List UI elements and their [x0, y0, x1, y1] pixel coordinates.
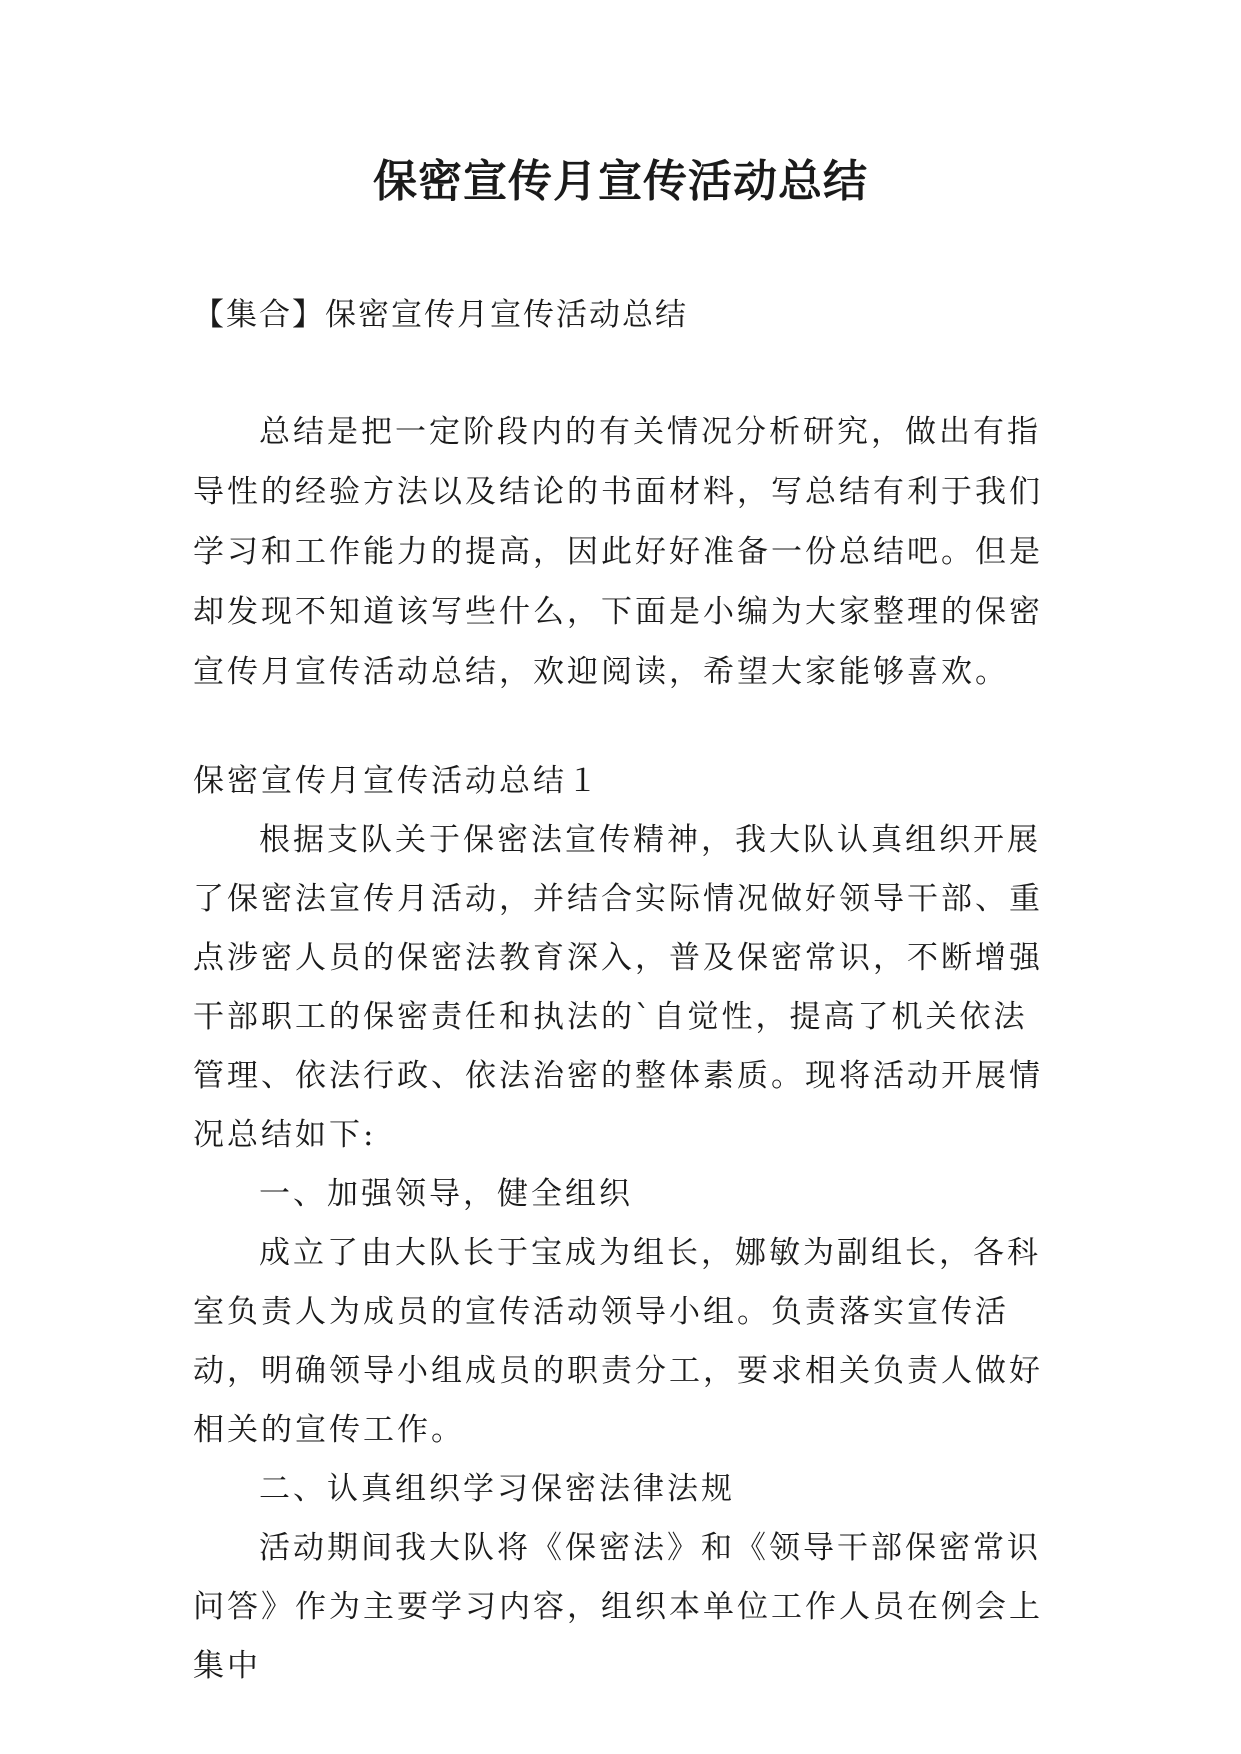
document-subtitle: 【集合】保密宣传月宣传活动总结 [193, 297, 688, 333]
body-paragraph: 成立了由大队长于宝成为组长，娜敏为副组长，各科室负责人为成员的宣传活动领导小组。负责落实宣传活动，明确领导小组成员的职责分工，要求相关负责人做好相关的宣传工作。 [193, 1235, 1043, 1448]
body-content [193, 752, 1050, 1696]
section-heading-two: 二、认真组织学习保密法律法规 [259, 1471, 735, 1507]
section-title: 保密宣传月宣传活动总结１ [193, 763, 601, 799]
section-heading-one: 一、加强领导，健全组织 [259, 1176, 633, 1212]
body-paragraph: 根据支队关于保密法宣传精神，我大队认真组织开展了保密法宣传月活动，并结合实际情况做好领导干部、重点涉密人员的保密法教育深入，普及保密常识，不断增强干部职工的保密责任和执法的`自觉性，提高了机关依法管理、依法行政、依法治密的整体素质。现将活动开展情况总结如下: [193, 822, 1043, 1153]
document-title: 保密宣传月宣传活动总结 [373, 156, 868, 207]
body-paragraph: 活动期间我大队将《保密法》和《领导干部保密常识问答》作为主要学习内容，组织本单位工作人员在例会上集中 [193, 1530, 1043, 1684]
intro-paragraph: 总结是把一定阶段内的有关情况分析研究，做出有指导性的经验方法以及结论的书面材料，写总结有利于我们学习和工作能力的提高，因此好好准备一份总结吧。但是却发现不知道该写些什么，下面是小编为大家整理的保密宣传月宣传活动总结，欢迎阅读，希望大家能够喜欢。 [193, 414, 1043, 690]
